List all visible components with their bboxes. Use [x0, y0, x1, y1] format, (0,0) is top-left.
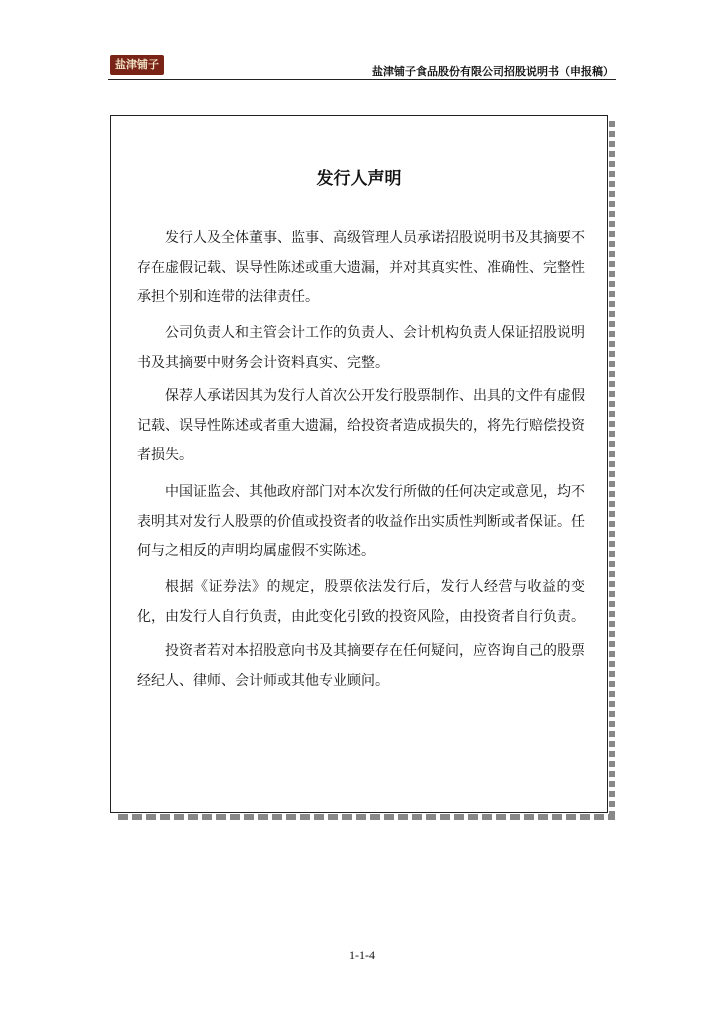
statement-paragraph-1: 发行人及全体董事、监事、高级管理人员承诺招股说明书及其摘要不存在虚假记载、误导性陈述或重大遗漏，并对其真实性、准确性、完整性承担个别和连带的法律责任。 [137, 230, 585, 305]
statement-title: 发行人声明 [316, 169, 402, 189]
page-number: 1-1-4 [349, 948, 375, 962]
document-header-title: 盐津铺子食品股份有限公司招股说明书（申报稿） [372, 65, 614, 78]
statement-paragraph-5: 根据《证券法》的规定，股票依法发行后，发行人经营与收益的变化，由发行人自行负责，由此变化引致的投资风险，由投资者自行负责。 [137, 579, 585, 625]
statement-paragraph-4: 中国证监会、其他政府部门对本次发行所做的任何决定或意见，均不表明其对发行人股票的价值或投资者的收益作出实质性判断或者保证。任何与之相反的声明均属虚假不实陈述。 [137, 484, 585, 559]
header-divider [108, 79, 616, 80]
box-shadow-bottom [118, 814, 615, 820]
statement-box [110, 115, 608, 813]
box-shadow-right [609, 121, 615, 821]
statement-paragraph-2: 公司负责人和主管会计工作的负责人、会计机构负责人保证招股说明书及其摘要中财务会计资料真实、完整。 [137, 325, 585, 371]
statement-paragraph-3: 保荐人承诺因其为发行人首次公开发行股票制作、出具的文件有虚假记载、误导性陈述或者重大遗漏，给投资者造成损失的，将先行赔偿投资者损失。 [137, 388, 585, 463]
company-logo: 盐津铺子 [110, 55, 164, 75]
statement-paragraph-6: 投资者若对本招股意向书及其摘要存在任何疑问，应咨询自己的股票经纪人、律师、会计师或其他专业顾问。 [137, 643, 585, 689]
